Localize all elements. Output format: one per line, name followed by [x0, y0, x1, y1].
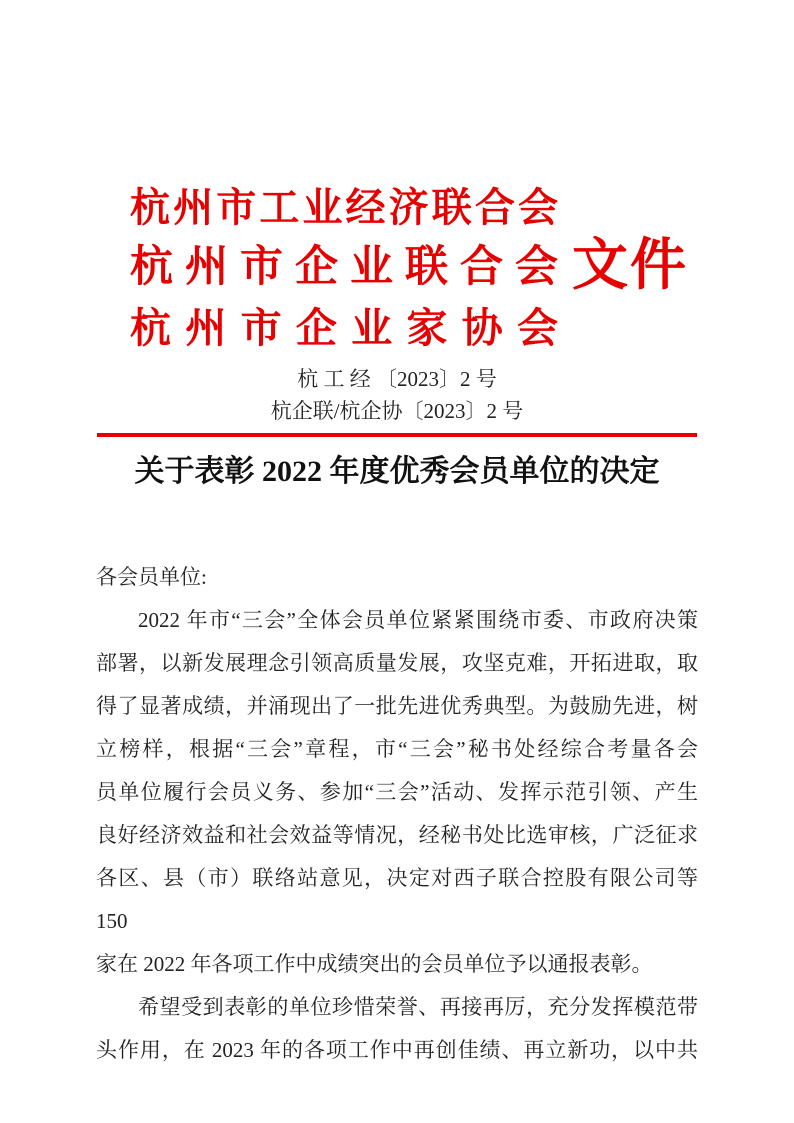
- body-line: 员单位履行会员义务、参加“三会”活动、发挥示范引领、产生: [96, 780, 698, 804]
- org-name-industrial-economy-federation: 杭 州 市 工 业 经 济 联 合 会: [130, 185, 558, 230]
- org-name-enterprise-federation: 杭 州 市 企 业 联 合 会: [130, 244, 558, 291]
- body-line: 希望受到表彰的单位珍惜荣誉、再接再厉，充分发挥模范带: [138, 995, 698, 1019]
- document-title: 关于表彰 2022 年度优秀会员单位的决定: [134, 455, 660, 488]
- document-body: [96, 556, 698, 1072]
- document-numbers: [0, 363, 794, 427]
- document-number-2: 杭企联/杭企协〔2023〕2 号: [270, 399, 524, 423]
- red-divider-line: [97, 433, 697, 437]
- body-line: 良好经济效益和社会效益等情况，经秘书处比选审核，广泛征求: [96, 823, 698, 847]
- body-line: 2022 年市“三会”全体会员单位紧紧围绕市委、市政府决策: [138, 608, 698, 632]
- body-line: 得了显著成绩，并涌现出了一批先进优秀典型。为鼓励先进，树: [96, 694, 698, 718]
- document-number-1: 杭 工 经 〔2023〕2 号: [297, 367, 497, 391]
- body-line: 家在 2022 年各项工作中成绩突出的会员单位予以通报表彰。: [96, 952, 653, 976]
- salutation: 各会员单位:: [96, 565, 207, 589]
- body-line: 立榜样，根据“三会”章程，市“三会”秘书处经综合考量各会: [96, 737, 698, 761]
- document-word-label: 文件: [572, 235, 688, 297]
- body-line: 头作用，在 2023 年的各项工作中再创佳绩、再立新功，以中共: [96, 1038, 698, 1062]
- body-line: 各区、县（市）联络站意见，决定对西子联合控股有限公司等 150: [96, 866, 698, 933]
- body-line: 部署，以新发展理念引领高质量发展，攻坚克难，开拓进取，取: [96, 651, 698, 675]
- org-name-entrepreneurs-association: 杭 州 市 企 业 家 协 会: [130, 305, 558, 351]
